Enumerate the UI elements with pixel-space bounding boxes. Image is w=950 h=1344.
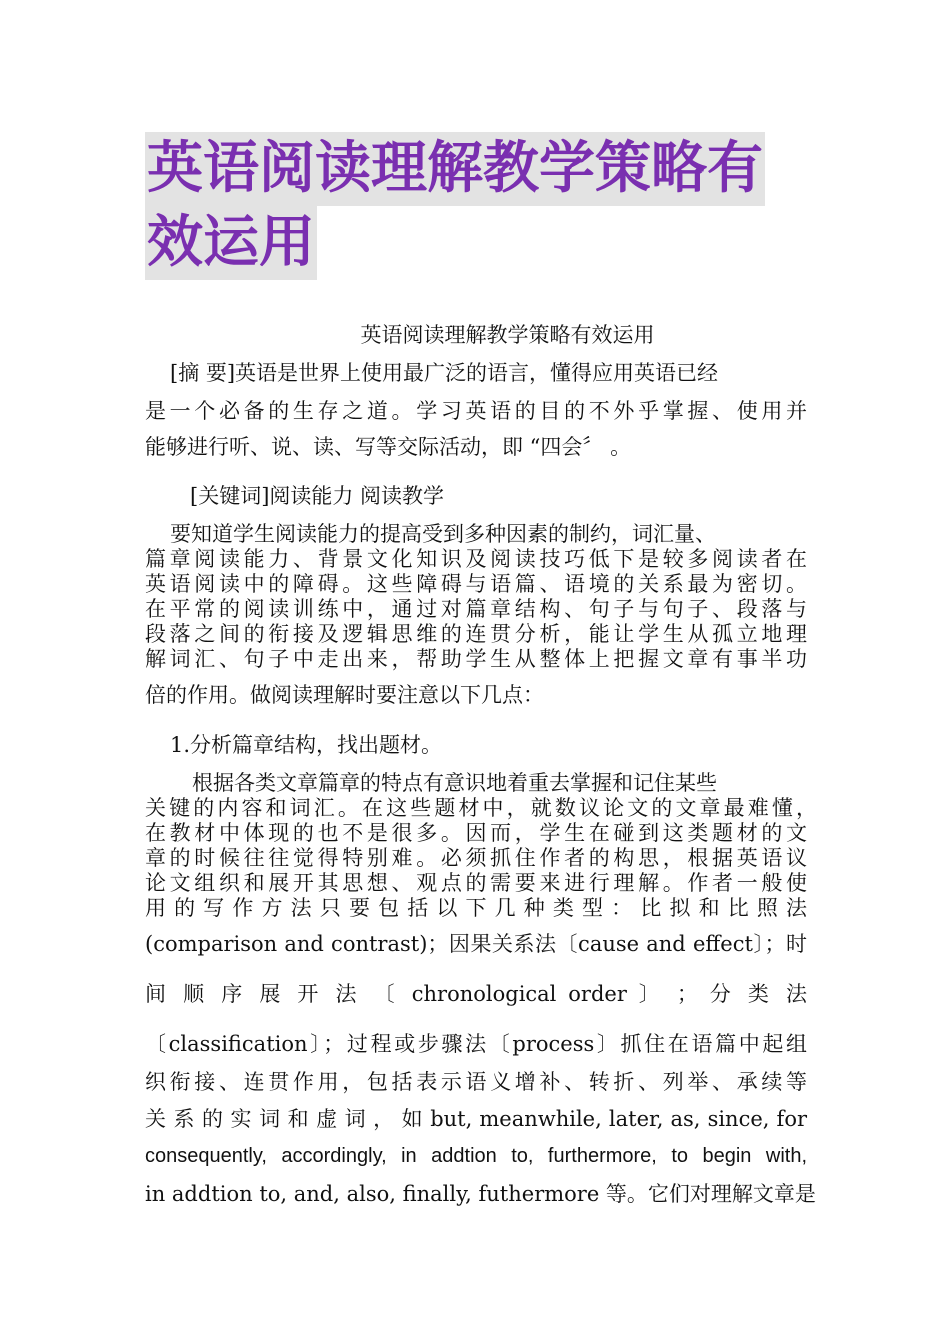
- para2-line: 根据各类文章篇章的特点有意识地着重去掌握和记住某些: [192, 771, 717, 795]
- abstract-line-2: 是一个必备的生存之道。学习英语的目的不外乎掌握、使用并: [145, 399, 807, 423]
- document-title: [145, 132, 825, 280]
- section-heading-1: 1.分析篇章结构，找出题材。: [170, 733, 443, 757]
- para1-line: 倍的作用。做阅读理解时要注意以下几点：: [145, 683, 544, 707]
- keywords: [关键词]阅读能力 阅读教学: [190, 484, 445, 508]
- title-line-1: 英语阅读理解教学策略有: [145, 132, 765, 206]
- para2-line: 间 顺 序 展 开 法 〔 chronological order 〕 ； 分 类 法: [145, 982, 807, 1006]
- para2-line: 关 系 的 实 词 和 虚 词 ， 如 but, meanwhile, later, as, since, for: [145, 1107, 807, 1131]
- para1-line: 段落之间的衔接及逻辑思维的连贯分析，能让学生从孤立地理: [145, 622, 807, 646]
- para2-line: 论文组织和展开其思想、观点的需要来进行理解。作者一般使: [145, 871, 807, 895]
- para2-line: 用 的 写 作 方 法 只 要 包 括 以 下 几 种 类 型 ： 比 拟 和 比 照 法: [145, 896, 807, 920]
- para2-line: 章的时候往往觉得特别难。必须抓住作者的构思，根据英语议: [145, 846, 807, 870]
- para2-line: in addtion to, and, also, finally, futhermore 等。它们对理解文章是: [145, 1182, 816, 1206]
- para1-line: 篇章阅读能力、背景文化知识及阅读技巧低下是较多阅读者在: [145, 547, 807, 571]
- para2-line: consequently, accordingly, in addtion to, furthermore, to begin with,: [145, 1145, 807, 1167]
- para1-line: 要知道学生阅读能力的提高受到多种因素的制约，词汇量、: [170, 522, 716, 546]
- para2-line: 在教材中体现的也不是很多。因而，学生在碰到这类题材的文: [145, 821, 807, 845]
- para2-line: 织衔接、连贯作用，包括表示语义增补、转折、列举、承续等: [145, 1070, 807, 1094]
- para2-line: (comparison and contrast)；因果关系法〔cause and effect〕；时: [145, 932, 807, 956]
- para1-line: 英语阅读中的障碍。这些障碍与语篇、语境的关系最为密切。: [145, 572, 807, 596]
- article-subtitle: 英语阅读理解教学策略有效运用: [360, 323, 655, 347]
- para1-line: 在平常的阅读训练中，通过对篇章结构、句子与句子、段落与: [145, 597, 807, 621]
- abstract-line-1: [摘 要]英语是世界上使用最广泛的语言，懂得应用英语已经: [170, 361, 719, 385]
- title-line-2: 效运用: [145, 206, 317, 280]
- para2-line: 〔classification〕；过程或步骤法〔process〕抓住在语篇中起组: [145, 1032, 807, 1056]
- para2-line: 关键的内容和词汇。在这些题材中，就数议论文的文章最难懂，: [145, 796, 817, 820]
- abstract-line-3: 能够进行听、说、读、写等交际活动，即 “四会〞 。: [145, 435, 632, 459]
- para1-line: 解词汇、句子中走出来，帮助学生从整体上把握文章有事半功: [145, 647, 807, 671]
